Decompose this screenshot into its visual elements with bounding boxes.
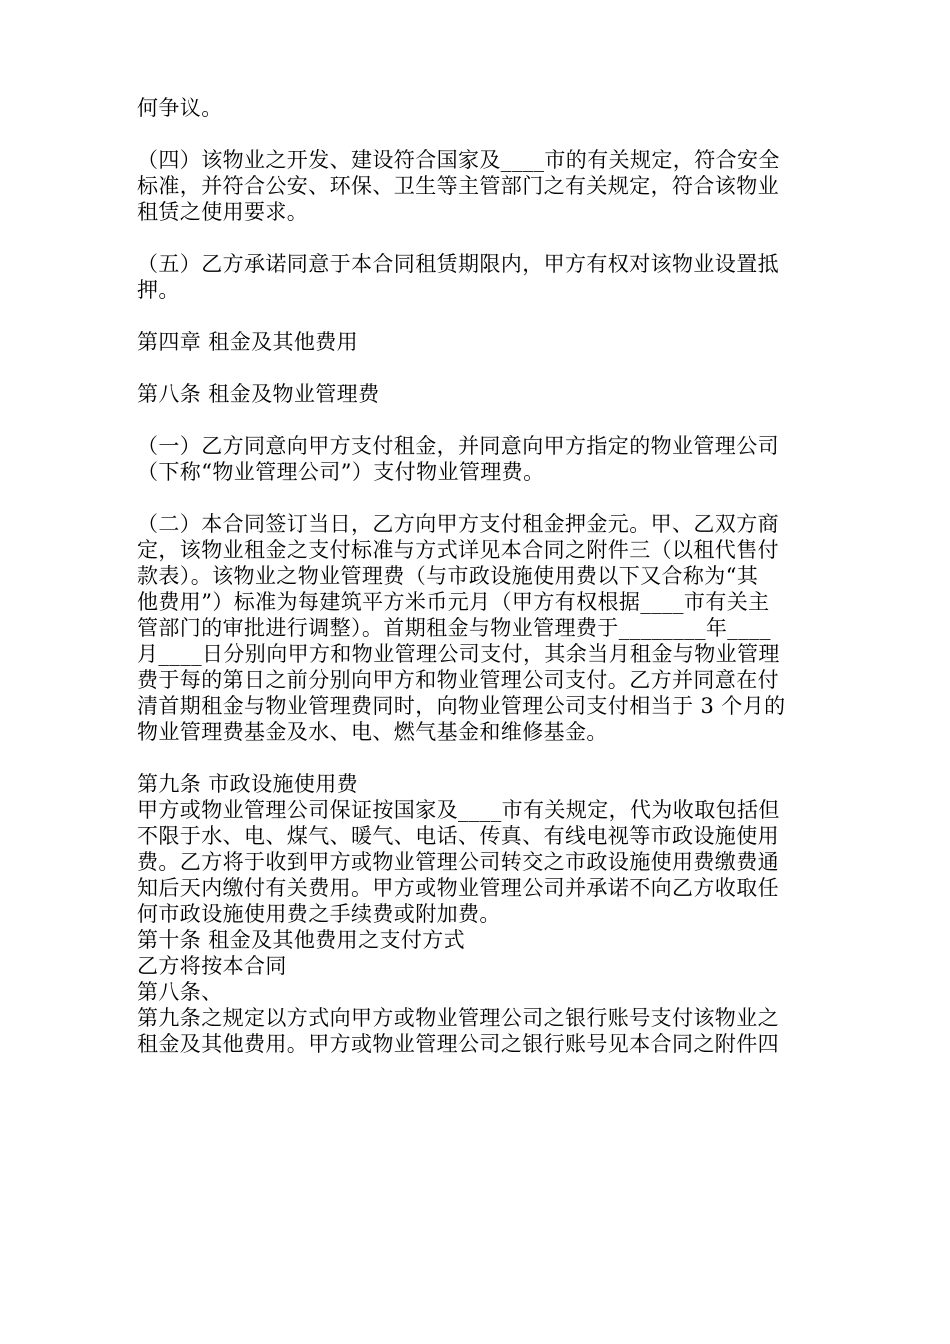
- paragraph-spacer: [137, 745, 817, 771]
- paragraph-spacer: [137, 303, 817, 329]
- article-heading-8: 第八条 租金及物业管理费: [137, 382, 380, 406]
- paragraph-spacer: [137, 225, 817, 251]
- paragraph-spacer: [137, 121, 817, 147]
- document-page: [137, 95, 817, 1057]
- paragraph-item-4: （四）该物业之开发、建设符合国家及____市的有关规定，符合安全 标准，并符合公安、环保、卫生等主管部门之有关规定，符合该物业 租赁之使用要求。: [137, 148, 780, 224]
- paragraph-item-2: （二）本合同签订当日，乙方向甲方支付租金押金元。甲、乙双方商 定，该物业租金之支付标准与方式详见本合同之附件三（以租代售付 款表）。该物业之物业管理费（与市政设施使用费以下又合称为“其 他费用”）标准为每建筑平方米币元月（甲方有权根据____市有关主 管部门的审批进行调整）。首期租金与物业管理费于________年____ 月____日分别向甲方和物业管理公司支付，其余当月租金与物业管理 费于每的第日之前分别向甲方和物业管理公司支付。乙方并同意在付 清首期租金与物业管理费同时，向物业管理公司支付相当于 3 个月的 物业管理费基金及水、电、燃气基金和维修基金。: [137, 512, 786, 744]
- paragraph-spacer: [137, 407, 817, 433]
- paragraph-continuation: 何争议。: [137, 96, 223, 120]
- paragraph-item-5: （五）乙方承诺同意于本合同租赁期限内，甲方有权对该物业设置抵 押。: [137, 252, 779, 302]
- article-9-and-10-block: 第九条 市政设施使用费 甲方或物业管理公司保证按国家及____市有关规定，代为收取包括但 不限于水、电、煤气、暖气、电话、传真、有线电视等市政设施使用 费。乙方将于收到甲方或物业管理公司转交之市政设施使用费缴费通 知后天内缴付有关费用。甲方或物业管理公司并承诺不向乙方收取任 何市政设施使用费之手续费或附加费。 第十条 租金及其他费用之支付方式 乙方将按本合同 第八条、 第九条之规定以方式向甲方或物业管理公司之银行账号支付该物业之 租金及其他费用。甲方或物业管理公司之银行账号见本合同之附件四: [137, 772, 780, 1056]
- paragraph-spacer: [137, 485, 817, 511]
- paragraph-spacer: [137, 355, 817, 381]
- chapter-heading: 第四章 租金及其他费用: [137, 330, 359, 354]
- paragraph-item-1: （一）乙方同意向甲方支付租金，并同意向甲方指定的物业管理公司 （下称“物业管理公司”）支付物业管理费。: [137, 434, 779, 484]
